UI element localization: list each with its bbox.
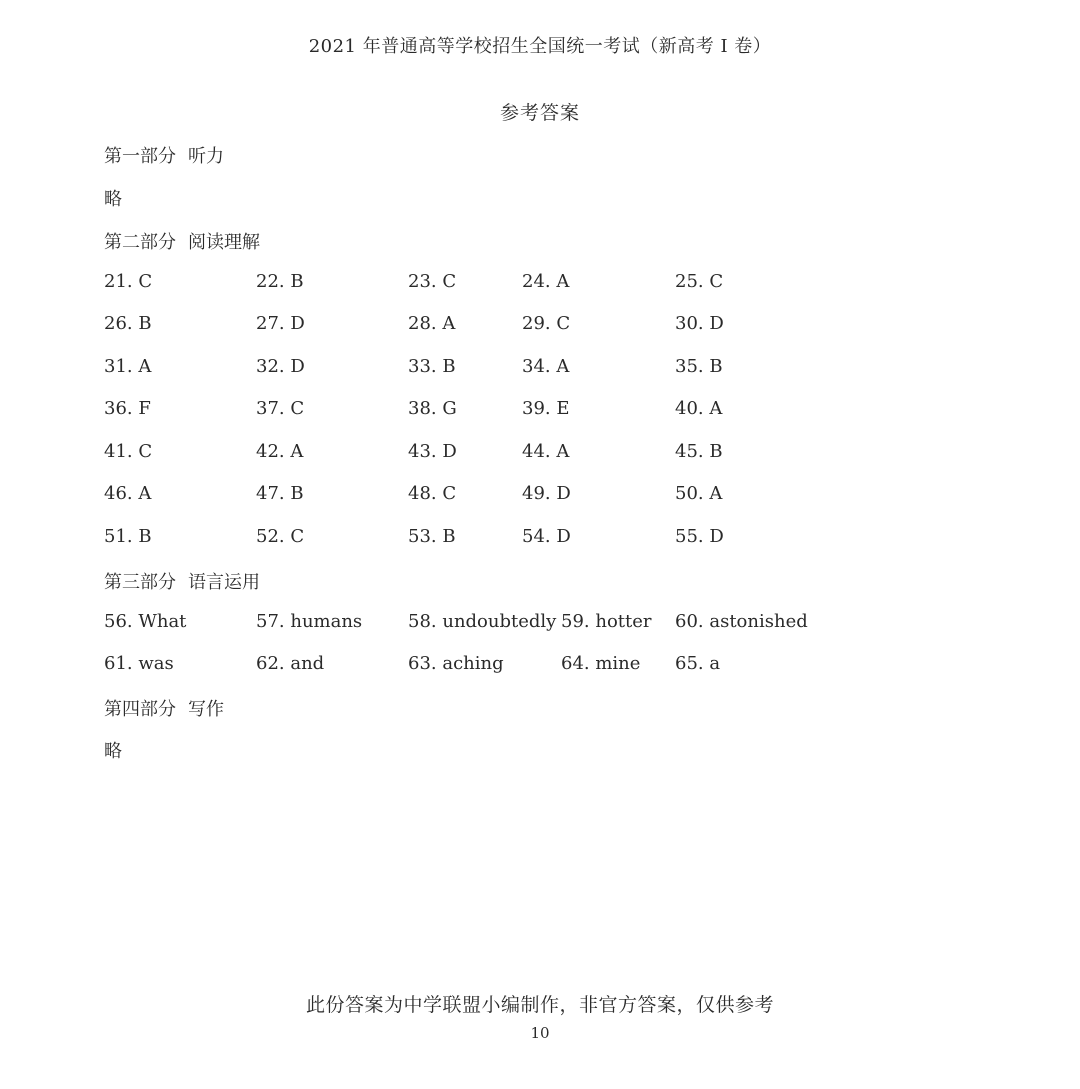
answer-item: 39. E (522, 398, 570, 419)
answer-row (0, 356, 1080, 380)
answer-item: 29. C (522, 313, 571, 334)
answer-item: 56. What (104, 611, 187, 632)
answer-item: 21. C (104, 271, 153, 292)
answer-item: 27. D (256, 313, 305, 334)
answer-item: 65. a (675, 653, 721, 674)
answer-item: 58. undoubtedly (408, 611, 557, 632)
answer-item: 64. mine (561, 653, 641, 674)
part4-heading (104, 695, 224, 721)
answer-item: 49. D (522, 483, 571, 504)
part1-label: 第一部分 (104, 146, 176, 167)
answer-title: 参考答案 (499, 102, 580, 124)
answer-item: 35. B (675, 356, 723, 377)
answer-row (0, 441, 1080, 465)
answer-item: 30. D (675, 313, 724, 334)
answer-item: 59. hotter (561, 611, 652, 632)
part4-name: 写作 (188, 699, 224, 720)
answer-row (0, 611, 1080, 635)
answer-item: 40. A (675, 398, 723, 419)
answer-item: 54. D (522, 526, 571, 547)
answer-row (0, 398, 1080, 422)
answer-item: 25. C (675, 271, 724, 292)
answer-row (0, 653, 1080, 677)
part1-name: 听力 (188, 146, 224, 167)
part2-label: 第二部分 (104, 232, 176, 253)
answer-item: 22. B (256, 271, 304, 292)
answer-row (0, 271, 1080, 295)
answer-item: 48. C (408, 483, 457, 504)
answer-item: 57. humans (256, 611, 363, 632)
answer-item: 45. B (675, 441, 723, 462)
answer-item: 23. C (408, 271, 457, 292)
part3-name: 语言运用 (188, 572, 260, 593)
answer-item: 36. F (104, 398, 151, 419)
part1-heading (104, 142, 224, 168)
answer-row (0, 483, 1080, 507)
page-number: 10 (530, 1024, 550, 1042)
part2-heading (104, 228, 260, 254)
answer-item: 50. A (675, 483, 723, 504)
answer-item: 41. C (104, 441, 153, 462)
part1-content: 略 (104, 189, 122, 210)
answer-item: 60. astonished (675, 611, 808, 632)
part4-label: 第四部分 (104, 699, 176, 720)
answer-item: 52. C (256, 526, 305, 547)
answer-item: 46. A (104, 483, 152, 504)
answer-item: 63. aching (408, 653, 504, 674)
answer-item: 51. B (104, 526, 152, 547)
exam-title: 2021 年普通高等学校招生全国统一考试（新高考 I 卷） (308, 36, 772, 57)
answer-item: 53. B (408, 526, 456, 547)
part3-label: 第三部分 (104, 572, 176, 593)
answer-item: 61. was (104, 653, 174, 674)
answer-item: 62. and (256, 653, 325, 674)
part3-heading (104, 568, 260, 594)
answer-item: 44. A (522, 441, 570, 462)
answer-item: 24. A (522, 271, 570, 292)
answer-item: 33. B (408, 356, 456, 377)
answer-item: 32. D (256, 356, 305, 377)
part2-name: 阅读理解 (188, 232, 260, 253)
answer-item: 43. D (408, 441, 457, 462)
part4-content: 略 (104, 741, 122, 762)
answer-item: 26. B (104, 313, 152, 334)
footer-note: 此份答案为中学联盟小编制作，非官方答案，仅供参考 (305, 994, 774, 1016)
answer-item: 31. A (104, 356, 152, 377)
answer-row (0, 313, 1080, 337)
answer-item: 38. G (408, 398, 457, 419)
answer-row (0, 526, 1080, 550)
answer-item: 55. D (675, 526, 724, 547)
answer-item: 47. B (256, 483, 304, 504)
answer-item: 37. C (256, 398, 305, 419)
answer-item: 28. A (408, 313, 456, 334)
answer-item: 42. A (256, 441, 304, 462)
answer-item: 34. A (522, 356, 570, 377)
